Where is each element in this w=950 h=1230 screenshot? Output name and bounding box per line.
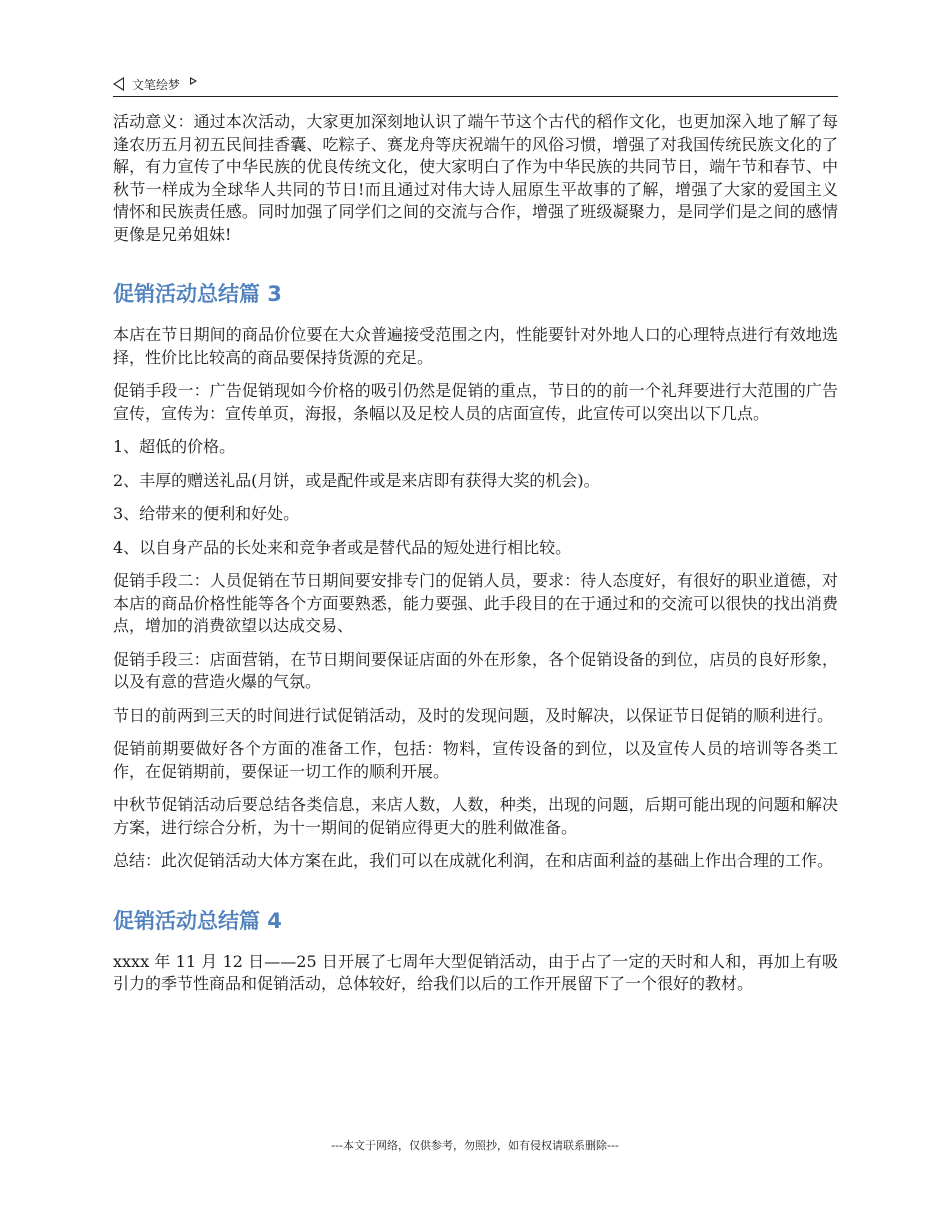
section-3-paragraph: 促销手段三：店面营销，在节日期间要保证店面的外在形象，各个促销设备的到位，店员的良好形象，以及有意的营造火爆的气氛。 bbox=[113, 649, 838, 691]
page-footer-disclaimer: ---本文于网络，仅供参考，勿照抄，如有侵权请联系删除--- bbox=[331, 1139, 619, 1152]
triangle-right-outline-icon bbox=[190, 77, 197, 85]
section-3-paragraph: 本店在节日期间的商品价位要在大众普遍接受范围之内，性能要针对外地人口的心理特点进行有效地选择，性价比比较高的商品要保持货源的充足。 bbox=[113, 325, 838, 367]
section-3-list-item: 3、给带来的便利和好处。 bbox=[113, 504, 300, 523]
section-3-list-item: 4、以自身产品的长处来和竞争者或是替代品的短处进行相比较。 bbox=[113, 537, 572, 557]
triangle-left-outline-icon bbox=[113, 77, 124, 91]
section-3-paragraph: 节日的前两到三天的时间进行试促销活动，及时的发现问题，及时解决，以保证节日促销的顺利进行。 bbox=[113, 705, 834, 725]
section-4-paragraph: xxxx 年 11 月 12 日——25 日开展了七周年大型促销活动，由于占了一定的天时和人和，再加上有吸引力的季节性商品和促销活动，总体较好，给我们以后的工作开展留下了一个很好的教材。 bbox=[113, 951, 838, 993]
header-title: 文笔绘梦 bbox=[132, 77, 181, 92]
section-3-paragraph: 促销手段二：人员促销在节日期间要安排专门的促销人员，要求：待人态度好，有很好的职业道德，对本店的商品价格性能等各个方面要熟悉，能力要强、此手段目的在于通过和的交流可以很快的找出消费点，增加的消费欲望以达成交易、 bbox=[113, 571, 838, 635]
page-header bbox=[113, 72, 838, 97]
section-3-paragraph: 中秋节促销活动后要总结各类信息，来店人数，人数，种类，出现的问题，后期可能出现的问题和解决方案，进行综合分析，为十一期间的促销应得更大的胜利做准备。 bbox=[113, 795, 838, 837]
section-3-paragraph: 促销前期要做好各个方面的准备工作，包括：物料，宣传设备的到位，以及宣传人员的培训等各类工作，在促销期前，要保证一切工作的顺利开展。 bbox=[113, 739, 838, 781]
section-4-heading: 促销活动总结篇 4 bbox=[113, 908, 282, 933]
section-3-list-item: 2、丰厚的赠送礼品(月饼，或是配件或是来店即有获得大奖的机会)。 bbox=[113, 470, 600, 490]
section-3-list-item: 1、超低的价格。 bbox=[113, 437, 236, 456]
section-3-paragraph: 总结：此次促销活动大体方案在此，我们可以在成就化利润，在和店面利益的基础上作出合理的工作。 bbox=[113, 851, 834, 870]
section-3-paragraph: 促销手段一：广告促销现如今价格的吸引仍然是促销的重点，节日的的前一个礼拜要进行大范围的广告宣传，宣传为：宣传单页，海报，条幅以及足校人员的店面宣传，此宣传可以突出以下几点。 bbox=[113, 381, 838, 423]
section-3-heading: 促销活动总结篇 3 bbox=[113, 282, 282, 306]
document-body bbox=[113, 111, 838, 1007]
paragraph-activity-significance: 活动意义：通过本次活动，大家更加深刻地认识了端午节这个古代的稻作文化，也更加深入地了解了每逢农历五月初五民间挂香囊、吃粽子、赛龙舟等庆祝端午的风俗习惯，增强了对我国传统民族文化的了解，有力宣传了中华民族的优良传统文化，使大家明白了作为中华民族的共同节日，端午节和春节、中秋节一样成为全球华人共同的节日!而且通过对伟大诗人屈原生平故事的了解，增强了大家的爱国主义情怀和民族责任感。同时加强了同学们之间的交流与合作，增强了班级凝聚力，是同学们是之间的感情更像是兄弟姐妹! bbox=[113, 112, 838, 244]
